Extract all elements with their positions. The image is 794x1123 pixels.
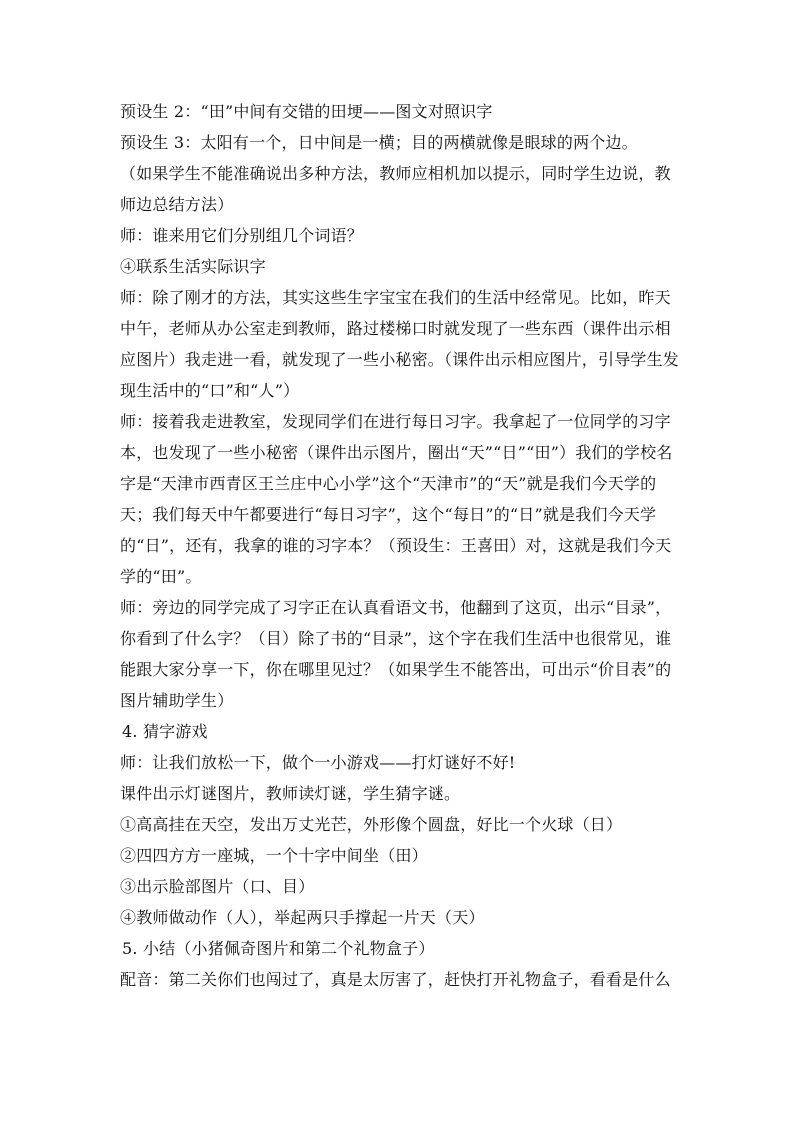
paragraph-life-examples: 师：除了刚才的方法，其实这些生字宝宝在我们的生活中经常见。比如，昨天中午，老师从办公室走到教师，路过楼梯口时就发现了一些东西（课件出示相应图片）我走进一看，就发现了一些小秘密。（课件出示相应图片，引导学生发现生活中的“口”和“人”） <box>120 288 680 400</box>
riddle-item-face: ③出示脸部图片（口、目） <box>120 877 315 896</box>
section-heading-guess-game: 4. 猜字游戏 <box>122 722 208 741</box>
paragraph-book-examples: 师：旁边的同学完成了习字正在认真看语文书，他翻到了这页，出示“目录”，你看到了什么字？（目）除了书的“目录”，这个字在我们生活中也很常见，谁能跟大家分享一下，你在哪里见过？（如果学生不能答出，可出示“价目表”的图片辅助学生） <box>120 598 672 710</box>
paragraph-voiceover: 配音：第二关你们也闯过了，真是太厉害了，赶快打开礼物盒子，看看是什么 <box>120 970 671 989</box>
paragraph-preset-2: 预设生 2：“田”中间有交错的田埂——图文对照识字 <box>120 102 493 121</box>
paragraph-preset-3: 预设生 3：太阳有一个，日中间是一横；目的两横就像是眼球的两个边。 <box>120 133 638 152</box>
section-heading-summary: 5. 小结（小猪佩奇图片和第二个礼物盒子） <box>122 939 435 958</box>
paragraph-word-question: 师：谁来用它们分别组几个词语？ <box>120 226 364 245</box>
paragraph-teacher-hint: （如果学生不能准确说出多种方法，教师应相机加以提示，同时学生边说，教师边总结方法） <box>120 164 671 214</box>
paragraph-game-intro: 师：让我们放松一下，做个一小游戏——打灯谜好不好! <box>120 753 516 772</box>
document-body <box>120 96 680 995</box>
riddle-item-field: ②四四方方一座城，一个十字中间坐（田） <box>120 846 428 865</box>
riddle-item-sun: ①高高挂在天空，发出万丈光芒，外形像个圆盘，好比一个火球（日） <box>120 815 623 834</box>
paragraph-classroom-examples: 师：接着我走进教室，发现同学们在进行每日习字。我拿起了一位同学的习字本，也发现了一些小秘密（课件出示图片，圈出“天”“日”“田”）我们的学校名字是“天津市西青区王兰庄中心小学”这个“天津市”的“天”就是我们今天学的天；我们每天中午都要进行“每日习字”，这个“每日”的“日”就是我们今天学的“日”，还有，我拿的谁的习字本？（预设生：王喜田）对，这就是我们今天学的“田”。 <box>120 412 673 586</box>
riddle-item-action: ④教师做动作（人），举起两只手撑起一片天（天） <box>120 908 485 927</box>
paragraph-game-instructions: 课件出示灯谜图片，教师读灯谜，学生猜字谜。 <box>120 784 461 803</box>
paragraph-life-literacy: ④联系生活实际识字 <box>120 257 266 276</box>
